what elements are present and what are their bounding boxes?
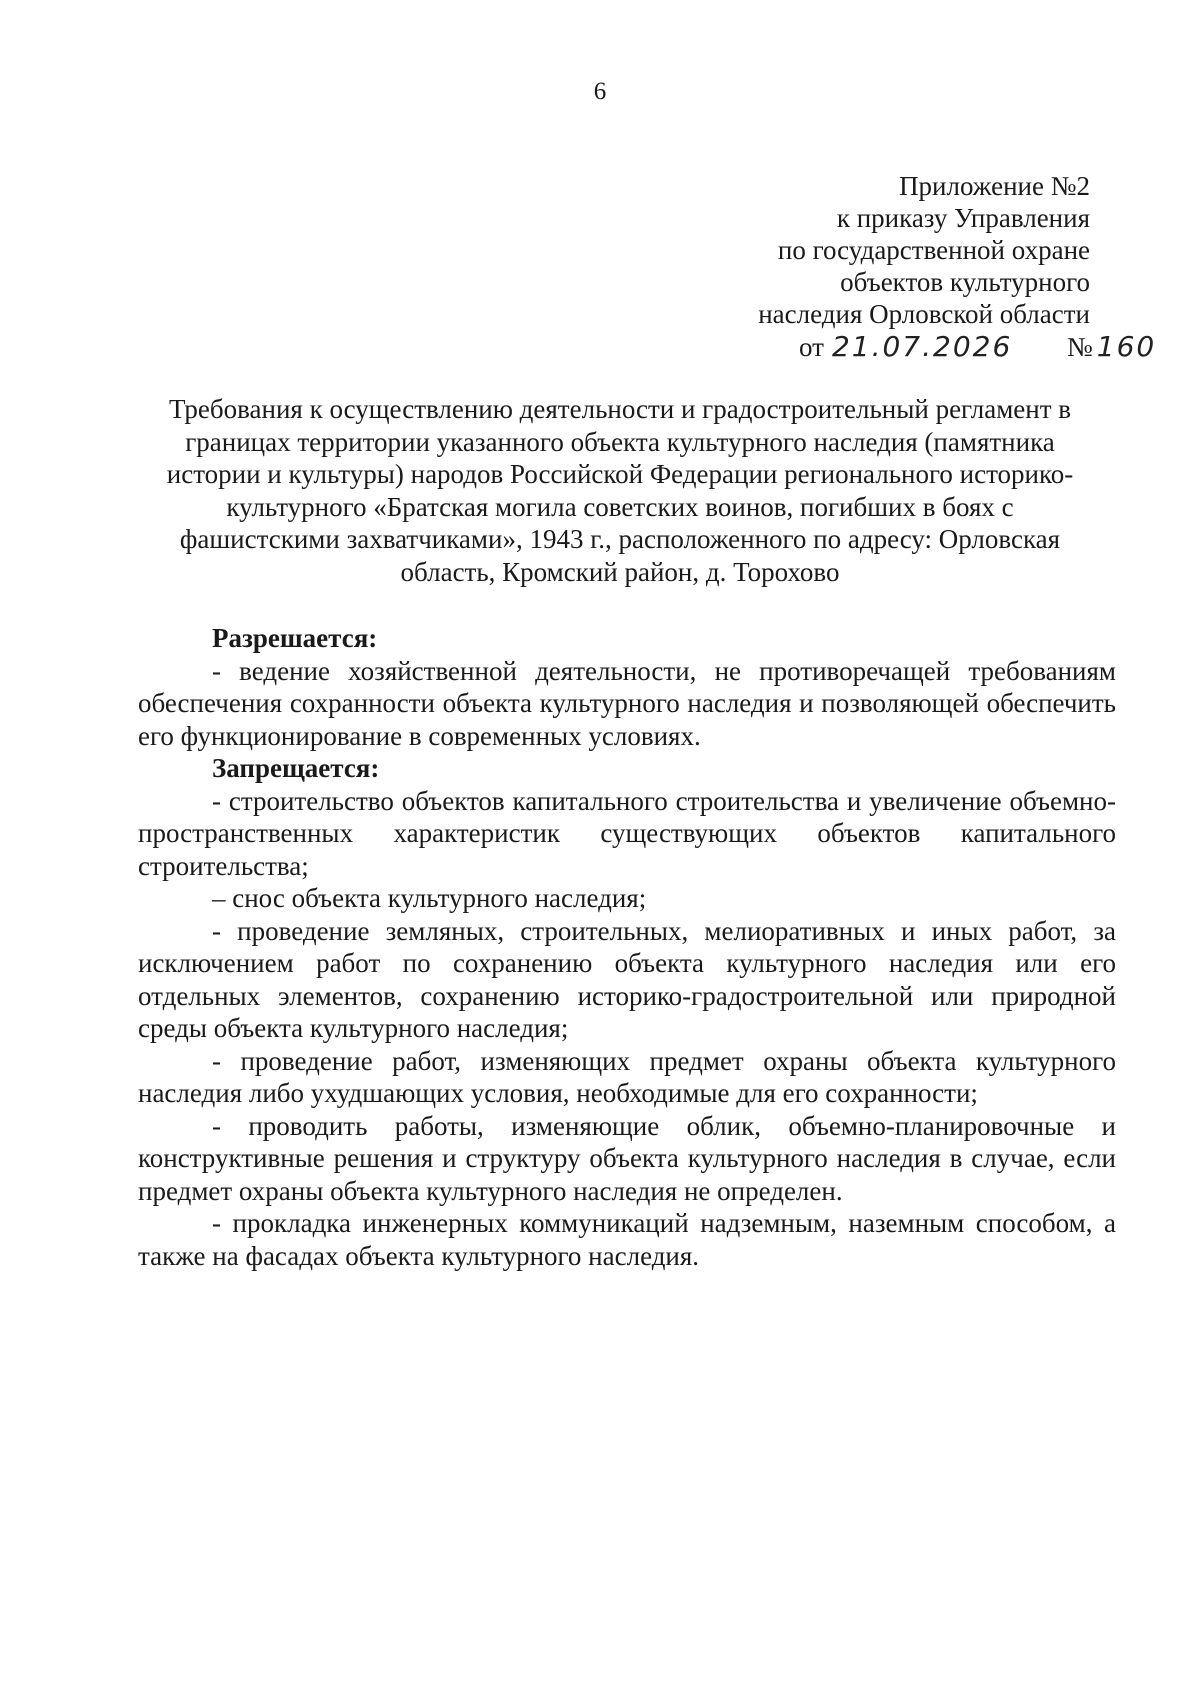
title-line: границах территории указанного объекта культурного наследия (памятника <box>185 426 1055 457</box>
allowed-item: - ведение хозяйственной деятельности, не противоречащей требованиям обеспечения сохранности объекта культурного наследия и позволяющей обеспечить его функционирование в современных условиях. <box>138 655 1116 751</box>
prohibited-item: – снос объекта культурного наследия; <box>212 883 647 913</box>
document-title <box>140 393 1100 588</box>
appendix-block <box>758 170 1090 330</box>
handwritten-number: 160 <box>1096 330 1157 363</box>
handwritten-date: 21.07.2026 <box>831 330 1013 363</box>
document-body <box>138 622 1116 1272</box>
page-number: 6 <box>593 78 607 105</box>
prohibited-heading: Запрещается: <box>212 753 380 783</box>
order-number-row <box>1067 330 1156 363</box>
title-line: Требования к осуществлению деятельности и градостроительный регламент в <box>168 394 1072 424</box>
appendix-line: объектов культурного <box>840 267 1090 297</box>
prohibited-item: - проводить работы, изменяющие облик, объемно-планировочные и конструктивные решения и структуру объекта культурного наследия в случае, если предмет охраны объекта культурного наследия не определен. <box>138 1110 1116 1206</box>
number-prefix: № <box>1067 332 1093 362</box>
appendix-line: наследия Орловской области <box>758 299 1090 329</box>
order-date-row <box>799 330 1012 363</box>
title-line: область, Кромский район, д. Торохово <box>400 556 840 587</box>
prohibited-item: - проведение земляных, строительных, мелиоративных и иных работ, за исключением работ по сохранению объекта культурного наследия или его отдельных элементов, сохранению историко-градостроительной или природной среды объекта культурного наследия; <box>138 915 1116 1043</box>
prohibited-item: - прокладка инженерных коммуникаций надземным, наземным способом, а также на фасадах объекта культурного наследия. <box>138 1208 1116 1271</box>
prohibited-item: - проведение работ, изменяющих предмет охраны объекта культурного наследия либо ухудшающих условия, необходимые для его сохранности; <box>138 1045 1116 1108</box>
title-line: культурного «Братская могила советских воинов, погибших в боях с <box>226 491 1014 522</box>
appendix-line: Приложение №2 <box>899 171 1090 201</box>
title-line: истории и культуры) народов Российской Федерации регионального историко- <box>166 459 1074 489</box>
date-prefix: от <box>799 332 824 362</box>
title-line: фашистскими захватчиками», 1943 г., расположенного по адресу: Орловская <box>179 524 1061 554</box>
appendix-line: к приказу Управления <box>836 203 1090 233</box>
appendix-line: по государственной охране <box>777 235 1090 265</box>
prohibited-item: - строительство объектов капитального строительства и увеличение объемно-пространственных характеристик существующих объектов капитального строительства; <box>138 785 1116 881</box>
allowed-heading: Разрешается: <box>212 623 378 653</box>
